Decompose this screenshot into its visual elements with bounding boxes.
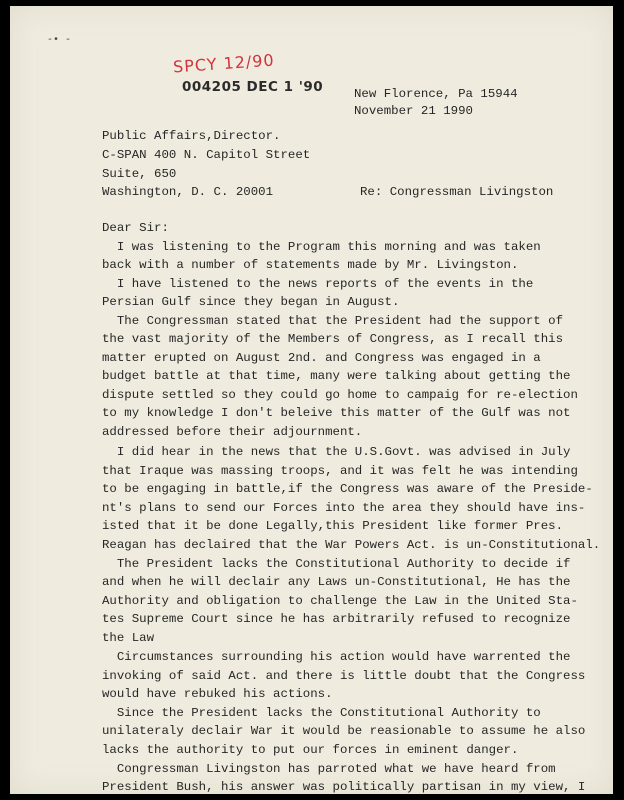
body-line: unilateraly declair War it would be reasionable to assume he also [102, 724, 586, 738]
body-line: Authority and obligation to challenge the Law in the United Sta- [102, 594, 578, 608]
body-line: tes Supreme Court since he has arbitrarily refused to recognize [102, 612, 571, 626]
recipient-line-2: C-SPAN 400 N. Capitol Street [102, 148, 311, 162]
body-line: the Law [102, 631, 155, 645]
salutation: Dear Sir: [102, 221, 169, 235]
body-line: nt's plans to send our Forces into the area they should have ins- [102, 501, 586, 515]
body-line: invoking of said Act. and there is little doubt that the Congress [102, 669, 586, 683]
recipient-line-3: Suite, 650 [102, 167, 177, 181]
body-line: lacks the authority to put our forces in eminent danger. [102, 743, 519, 757]
handwritten-note: SPCY 12/90 [172, 50, 276, 77]
body-line: matter erupted on August 2nd. and Congress was engaged in a [102, 351, 541, 365]
corner-mark: -• - [47, 35, 72, 46]
body-line: back with a number of statements made by Mr. Livingston. [102, 258, 519, 272]
body-line: and when he will declair any Laws un-Constitutional, He has the [102, 575, 571, 589]
recipient-line-4: Washington, D. C. 20001 [102, 185, 274, 199]
body-line: budget battle at that time, many were talking about getting the [102, 369, 571, 383]
letter-page [10, 6, 613, 794]
body-line: to my knowledge I don't beleive this matter of the Gulf was not [102, 406, 571, 420]
sender-city-line: New Florence, Pa 15944 [354, 87, 518, 101]
body-line: would have rebuked his actions. [102, 687, 333, 701]
body-line: the vast majority of the Members of Congress, as I recall this [102, 332, 564, 346]
body-line: addressed before their adjournment. [102, 425, 363, 439]
body-line: I have listened to the news reports of the events in the [102, 277, 534, 291]
body-line: Persian Gulf since they began in August. [102, 295, 400, 309]
body-line: Congressman Livingston has parroted what we have heard from [102, 762, 556, 776]
body-line: I did hear in the news that the U.S.Govt. was advised in July [102, 445, 571, 459]
body-line: The Congressman stated that the President had the support of [102, 314, 564, 328]
body-line: isted that it be done Legally,this President like former Pres. [102, 519, 564, 533]
letter-date: November 21 1990 [354, 104, 473, 118]
body-line: Reagan has declaired that the War Powers Act. is un-Constitutional. [102, 538, 601, 552]
received-stamp: 004205 DEC 1 '90 [182, 79, 324, 95]
subject-line: Re: Congressman Livingston [360, 185, 554, 199]
body-line: dispute settled so they could go home to campaig for re-election [102, 388, 578, 402]
body-line: Since the President lacks the Constitutional Authority to [102, 706, 541, 720]
recipient-line-1: Public Affairs,Director. [102, 129, 281, 143]
body-line: to be engaging in battle,if the Congress was aware of the Preside- [102, 482, 593, 496]
body-line: The President lacks the Constitutional Authority to decide if [102, 557, 571, 571]
body-line: that Iraque was massing troops, and it was felt he was intending [102, 464, 578, 478]
body-line: Circumstances surrounding his action would have warrented the [102, 650, 571, 664]
body-line: I was listening to the Program this morning and was taken [102, 240, 541, 254]
body-line: President Bush, his answer was politically partisan in my view, I [102, 780, 586, 794]
